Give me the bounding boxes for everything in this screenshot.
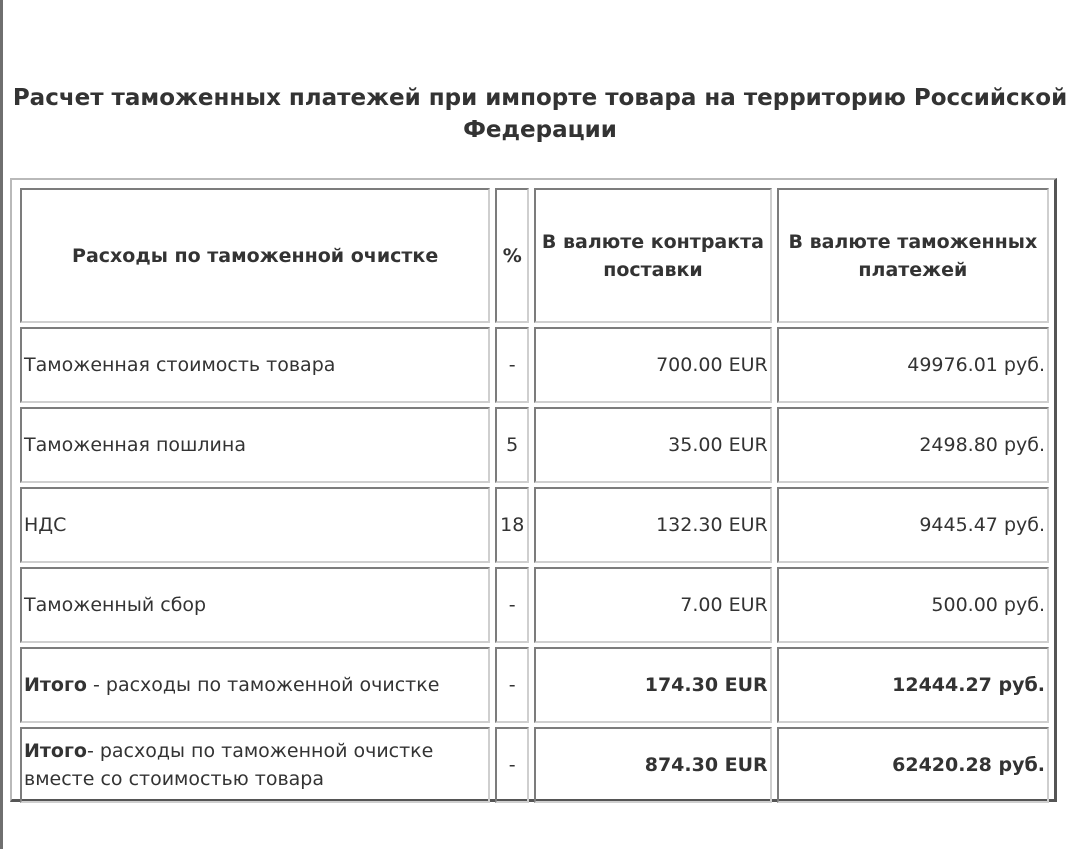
row-label-bold: Итого xyxy=(24,740,87,762)
row-label: Таможенный сбор xyxy=(20,567,490,643)
row-label-rest: - расходы по таможенной очистке вместе со стоимостью товара xyxy=(24,740,434,790)
row-percent: - xyxy=(495,647,529,723)
row-percent: - xyxy=(495,567,529,643)
row-percent: - xyxy=(495,327,529,403)
row-customs-amount: 2498.80 руб. xyxy=(777,407,1049,483)
row-contract-amount: 35.00 EUR xyxy=(534,407,772,483)
row-contract-amount: 174.30 EUR xyxy=(534,647,772,723)
table-row-total xyxy=(20,647,1049,723)
row-label xyxy=(20,647,490,723)
header-expenses: Расходы по таможенной очистке xyxy=(20,188,490,323)
row-label-bold: Итого xyxy=(24,674,87,696)
row-customs-amount: 49976.01 руб. xyxy=(777,327,1049,403)
table-row xyxy=(20,327,1049,403)
row-customs-amount: 62420.28 руб. xyxy=(777,727,1049,803)
row-label-rest: - расходы по таможенной очистке xyxy=(86,674,440,696)
table-row-grand-total xyxy=(20,727,1049,803)
row-contract-amount: 132.30 EUR xyxy=(534,487,772,563)
row-customs-amount: 12444.27 руб. xyxy=(777,647,1049,723)
row-customs-amount: 500.00 руб. xyxy=(777,567,1049,643)
table-row xyxy=(20,567,1049,643)
header-customs-currency: В валюте таможенных платежей xyxy=(777,188,1049,323)
row-percent: - xyxy=(495,727,529,803)
row-label xyxy=(20,727,490,803)
page-title: Расчет таможенных платежей при импорте товара на территорию Российской Федерации xyxy=(12,85,1068,143)
row-label: Таможенная пошлина xyxy=(20,407,490,483)
customs-table xyxy=(15,184,1054,807)
table-header-row xyxy=(20,188,1049,323)
row-percent: 5 xyxy=(495,407,529,483)
row-label: Таможенная стоимость товара xyxy=(20,327,490,403)
row-contract-amount: 874.30 EUR xyxy=(534,727,772,803)
header-percent: % xyxy=(495,188,529,323)
header-contract-currency: В валюте контракта поставки xyxy=(534,188,772,323)
row-contract-amount: 700.00 EUR xyxy=(534,327,772,403)
row-customs-amount: 9445.47 руб. xyxy=(777,487,1049,563)
table-row xyxy=(20,407,1049,483)
row-label: НДС xyxy=(20,487,490,563)
row-percent: 18 xyxy=(495,487,529,563)
customs-payments-table xyxy=(10,178,1057,802)
table-row xyxy=(20,487,1049,563)
row-contract-amount: 7.00 EUR xyxy=(534,567,772,643)
